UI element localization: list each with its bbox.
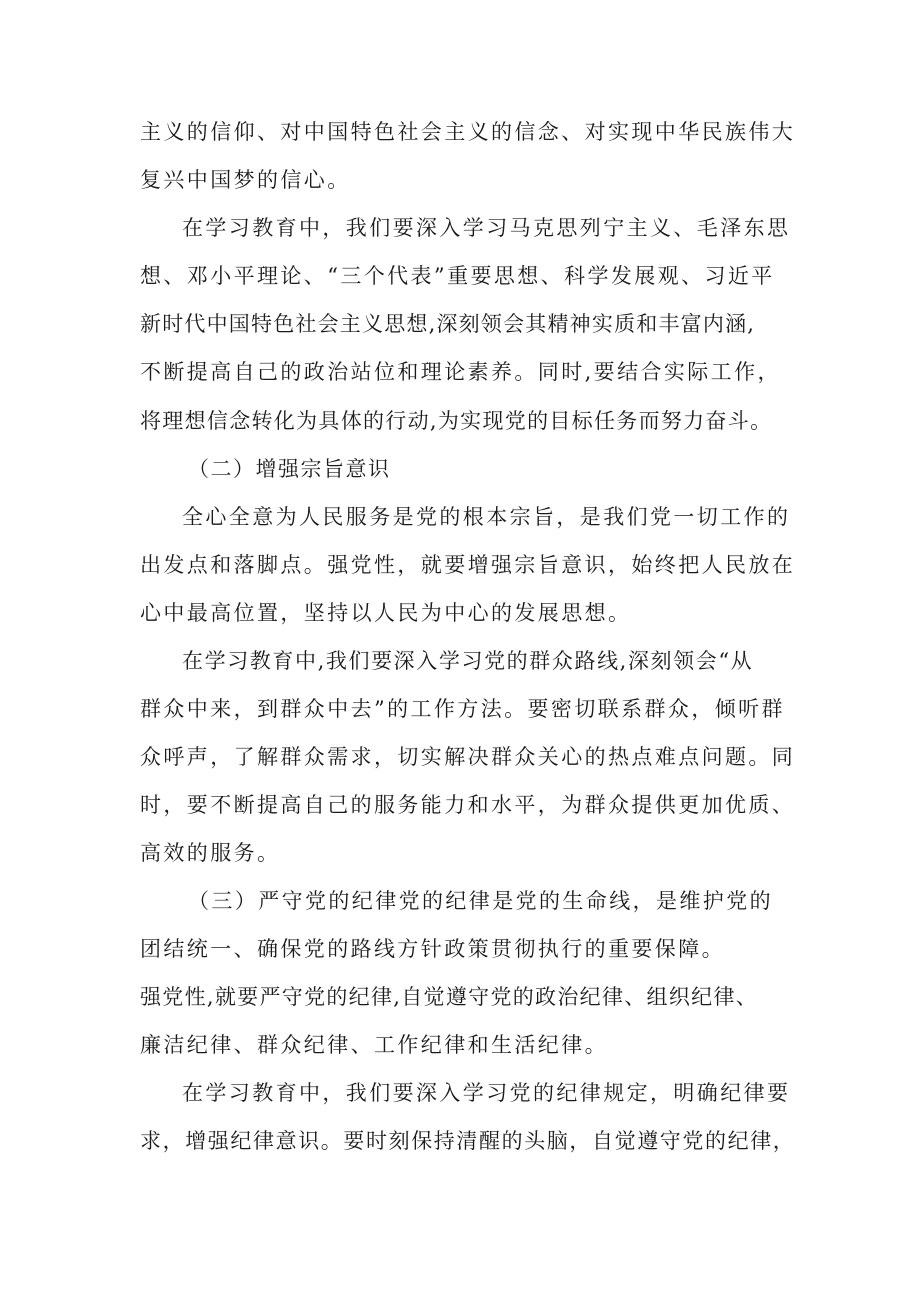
text-line: 出发点和落脚点。强党性，就要增强宗旨意识，始终把人民放在 [140, 553, 796, 577]
text-line: 求，增强纪律意识。要时刻保持清醒的头脑，自觉遵守党的纪律， [140, 1129, 796, 1153]
text-line: 主义的信仰、对中国特色社会主义的信念、对实现中华民族伟大 [140, 120, 796, 144]
text-line: 将理想信念转化为具体的行动,为实现党的目标任务而努力奋斗。 [140, 409, 773, 433]
text-line: 众呼声，了解群众需求，切实解决群众关心的热点难点问题。同 [140, 745, 796, 769]
text-line: 心中最高位置，坚持以人民为中心的发展思想。 [140, 601, 632, 625]
text-line: 高效的服务。 [140, 841, 281, 865]
paragraph-start-line: 全心全意为人民服务是党的根本宗旨，是我们党一切工作的 [182, 505, 791, 529]
text-line: 不断提高自己的政治站位和理论素养。同时,要结合实际工作， [140, 360, 781, 384]
paragraph-start-line: 在学习教育中,我们要深入学习党的群众路线,深刻领会“从 [182, 649, 754, 673]
paragraph-start-line: 在学习教育中，我们要深入学习马克思列宁主义、毛泽东思 [182, 216, 791, 240]
text-line: 新时代中国特色社会主义思想,深刻领会其精神实质和丰富内涵, [140, 312, 756, 336]
text-line: 想、邓小平理论、“三个代表”重要思想、科学发展观、习近平 [140, 264, 775, 288]
text-line: 廉洁纪律、群众纪律、工作纪律和生活纪律。 [140, 1033, 608, 1057]
text-line: 强党性,就要严守党的纪律,自觉遵守党的政治纪律、组织纪律、 [140, 985, 759, 1009]
text-line: 团结统一、确保党的路线方针政策贯彻执行的重要保障。 [140, 937, 725, 961]
paragraph-start-line: 在学习教育中，我们要深入学习党的纪律规定，明确纪律要 [182, 1081, 791, 1105]
section-heading-3: （三）严守党的纪律党的纪律是党的生命线，是维护党的 [188, 889, 773, 913]
text-line: 复兴中国梦的信心。 [140, 168, 351, 192]
text-line: 群众中来，到群众中去”的工作方法。要密切联系群众，倾听群 [140, 697, 785, 721]
text-line: 时，要不断提高自己的服务能力和水平，为群众提供更加优质、 [140, 793, 796, 817]
section-heading-2: （二）增强宗旨意识 [188, 457, 391, 481]
